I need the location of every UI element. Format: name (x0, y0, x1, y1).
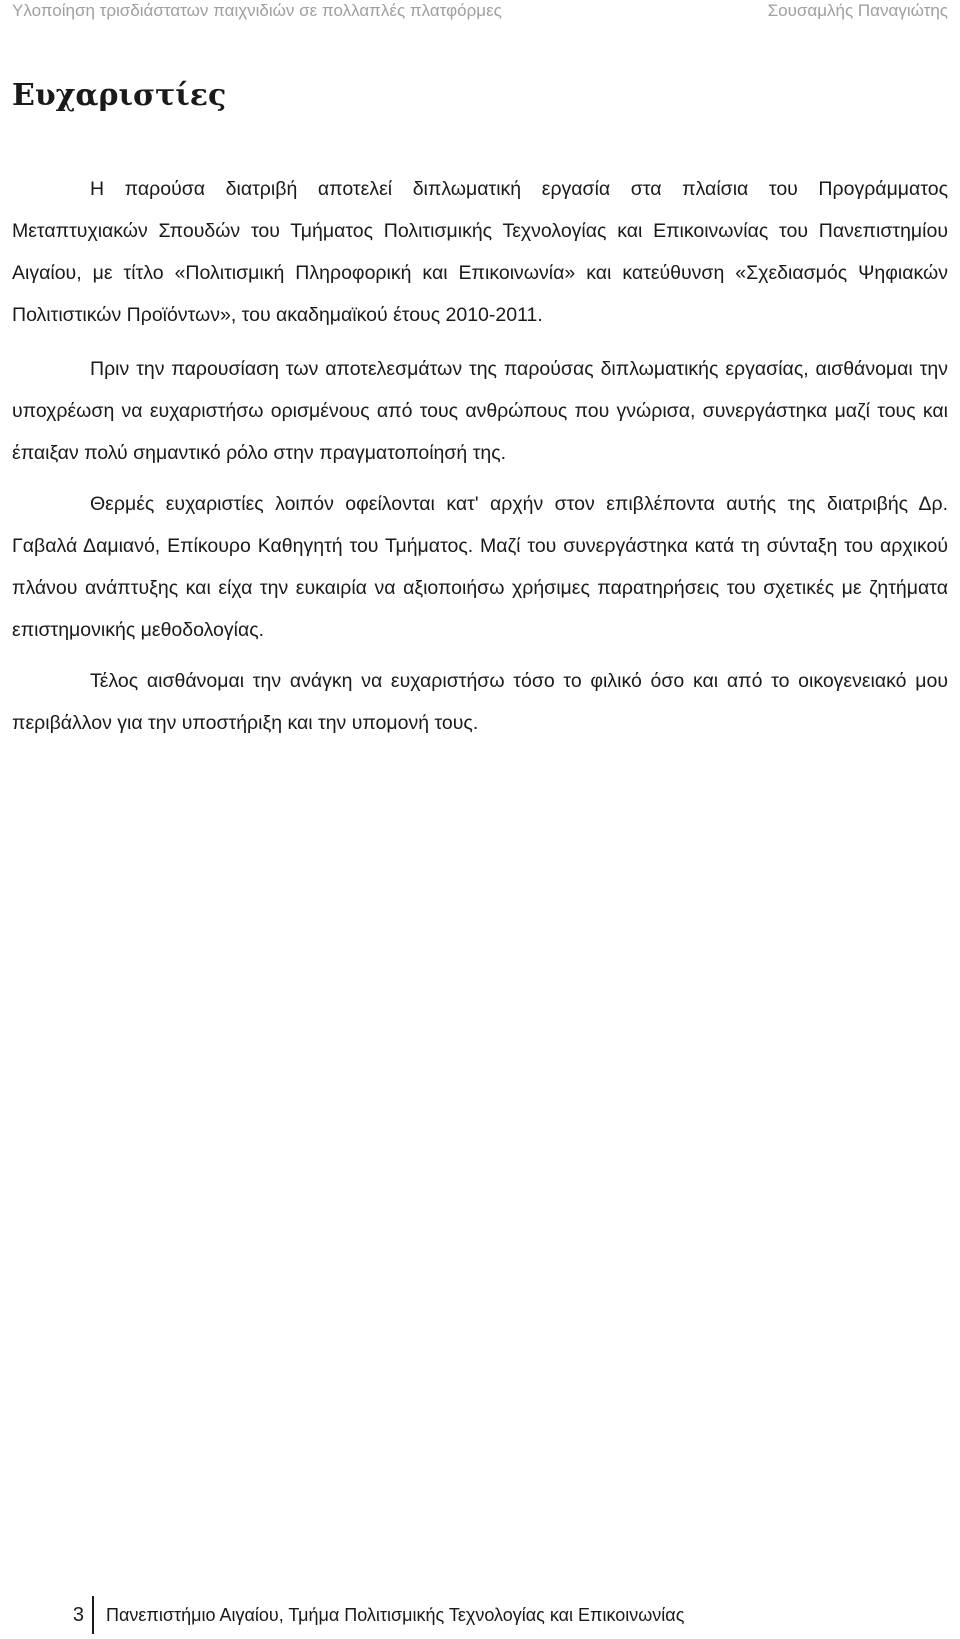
paragraph-obligation: Πριν την παρουσίαση των αποτελεσμάτων της παρούσας διπλωματικής εργασίας, αισθάνομαι την υποχρέωση να ευχαριστήσω ορισμένους από τους ανθρώπους που γνώρισα, συνεργάστηκα μαζί τους και έπαιξαν πολύ σημαντικό ρόλο στην πραγματοποίησή της. (12, 358, 948, 464)
page-header (12, 0, 948, 26)
page-footer (12, 1596, 684, 1634)
header-document-title: Υλοποίηση τρισδιάστατων παιχνιδιών σε πολλαπλές πλατφόρμες (12, 1, 502, 20)
page-title: Ευχαριστίες (12, 78, 227, 113)
paragraph-closing: Τέλος αισθάνομαι την ανάγκη να ευχαριστήσω τόσο το φιλικό όσο και από το οικογενειακό μου περιβάλλον για την υποστήριξη και την υπομονή τους. (12, 670, 948, 734)
footer-institution: Πανεπιστήμιο Αιγαίου, Τμήμα Πολιτισμικής Τεχνολογίας και Επικοινωνίας (106, 1604, 685, 1625)
paragraph-supervisor-thanks: Θερμές ευχαριστίες λοιπόν οφείλονται κατ' αρχήν στον επιβλέποντα αυτής της διατριβής Δρ. Γαβαλά Δαμιανό, Επίκουρο Καθηγητή του Τμήματος. Μαζί του συνεργάστηκα κατά τη σύνταξη του αρχικού πλάνου ανάπτυξης και είχα την ευκαιρία να αξιοποιήσω χρήσιμες παρατηρήσεις του σχετικές με ζητήματα επιστημονικής μεθοδολογίας. (12, 493, 948, 641)
footer-divider (92, 1596, 94, 1634)
page-number: 3 (72, 1603, 84, 1626)
paragraph-intro: Η παρούσα διατριβή αποτελεί διπλωματική εργασία στα πλαίσια του Προγράμματος Μεταπτυχιακών Σπουδών του Τμήματος Πολιτισμικής Τεχνολογίας και Επικοινωνίας του Πανεπιστημίου Αιγαίου, με τίτλο «Πολιτισμική Πληροφορική και Επικοινωνία» και κατεύθυνση «Σχεδιασμός Ψηφιακών Πολιτιστικών Προϊόντων», του ακαδημαϊκού έτους 2010-2011. (12, 178, 948, 326)
header-author: Σουσαμλής Παναγιώτης (767, 1, 948, 20)
document-body (12, 168, 948, 744)
